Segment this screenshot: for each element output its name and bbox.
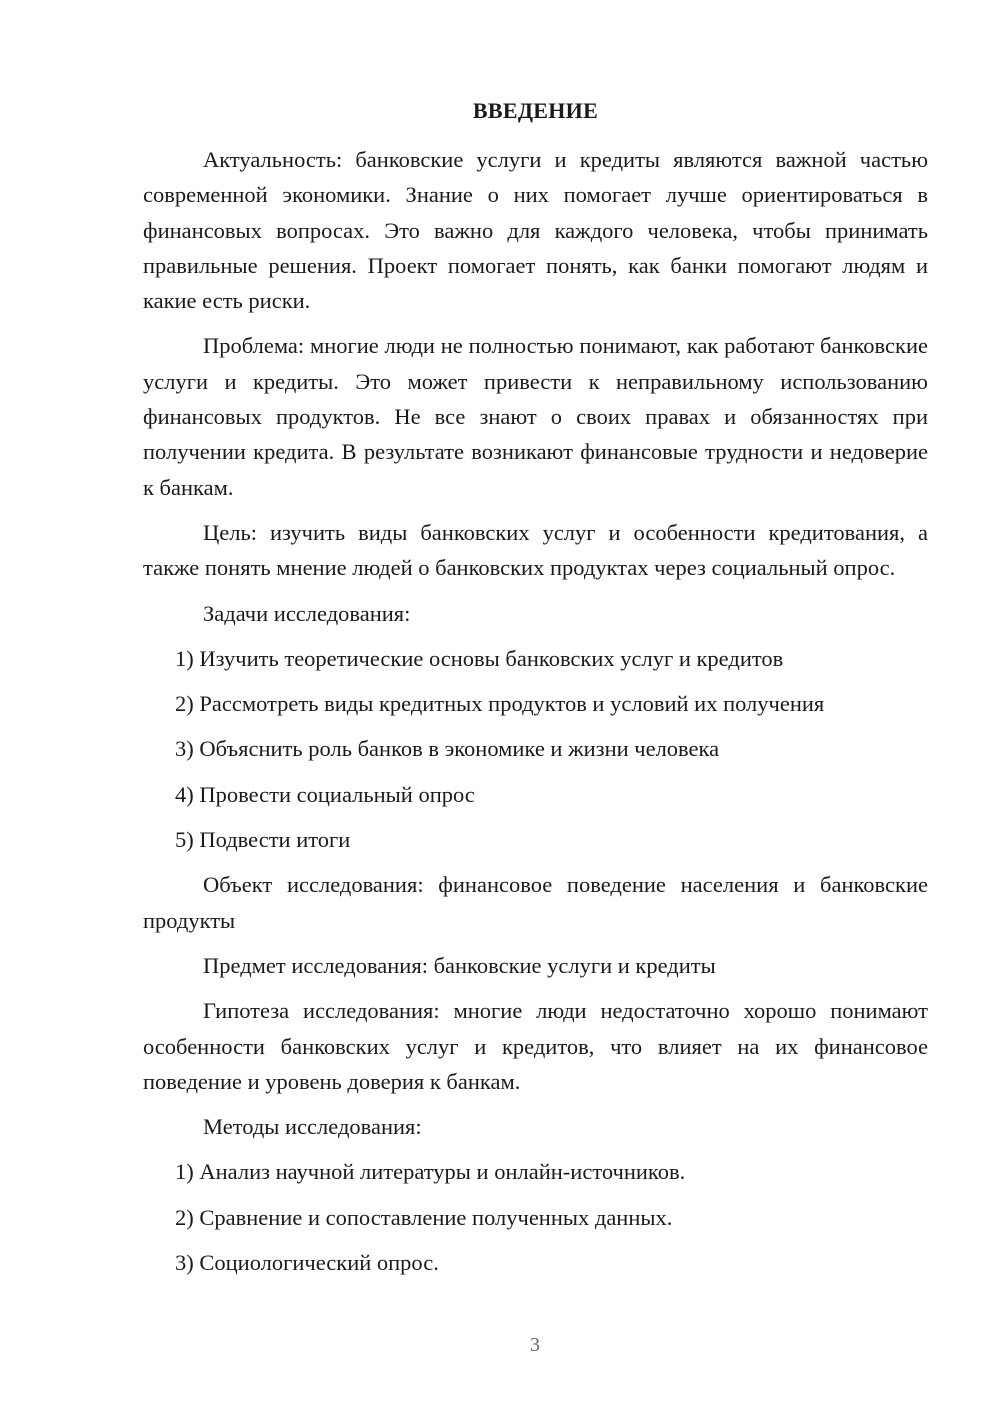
- task-item: 5) Подвести итоги: [175, 827, 351, 853]
- paragraph-relevance: Актуальность: банковские услуги и кредиты являются важной частью современной экономики. Знание о них помогает лучше ориентироваться в финансовых вопросах. Это важно для каждого человека, чтобы принимать правильные решения. Проект помогает понять, как банки помогают людям и какие есть риски.: [143, 147, 928, 314]
- page-number: 3: [530, 1334, 540, 1356]
- paragraph-object: Объект исследования: финансовое поведение населения и банковские продукты: [143, 872, 928, 933]
- page-title: ВВЕДЕНИЕ: [472, 98, 599, 123]
- paragraph-problem: Проблема: многие люди не полностью понимают, как работают банковские услуги и кредиты. Это может привести к неправильному использованию финансовых продуктов. Не все знают о своих правах и обязанностях при получении кредита. В результате возникают финансовые трудности и недоверие к банкам.: [143, 333, 928, 500]
- paragraph-goal: Цель: изучить виды банковских услуг и особенности кредитования, а также понять мнение людей о банковских продуктах через социальный опрос.: [143, 519, 928, 581]
- paragraph-subject: Предмет исследования: банковские услуги и кредиты: [203, 952, 716, 978]
- task-item: 2) Рассмотреть виды кредитных продуктов и условий их получения: [175, 691, 825, 717]
- method-item: 3) Социологический опрос.: [175, 1250, 439, 1276]
- page-body: [143, 142, 928, 1290]
- task-item: 4) Провести социальный опрос: [175, 781, 475, 807]
- paragraph-hypothesis: Гипотеза исследования: многие люди недостаточно хорошо понимают особенности банковских услуг и кредитов, что влияет на их финансовое поведение и уровень доверия к банкам.: [143, 998, 928, 1094]
- task-item: 1) Изучить теоретические основы банковских услуг и кредитов: [175, 645, 784, 671]
- method-item: 1) Анализ научной литературы и онлайн-источников.: [175, 1159, 686, 1185]
- method-item: 2) Сравнение и сопоставление полученных данных.: [175, 1204, 673, 1230]
- tasks-heading: Задачи исследования:: [203, 600, 411, 626]
- task-item: 3) Объяснить роль банков в экономике и жизни человека: [175, 736, 720, 762]
- methods-heading: Методы исследования:: [203, 1114, 422, 1140]
